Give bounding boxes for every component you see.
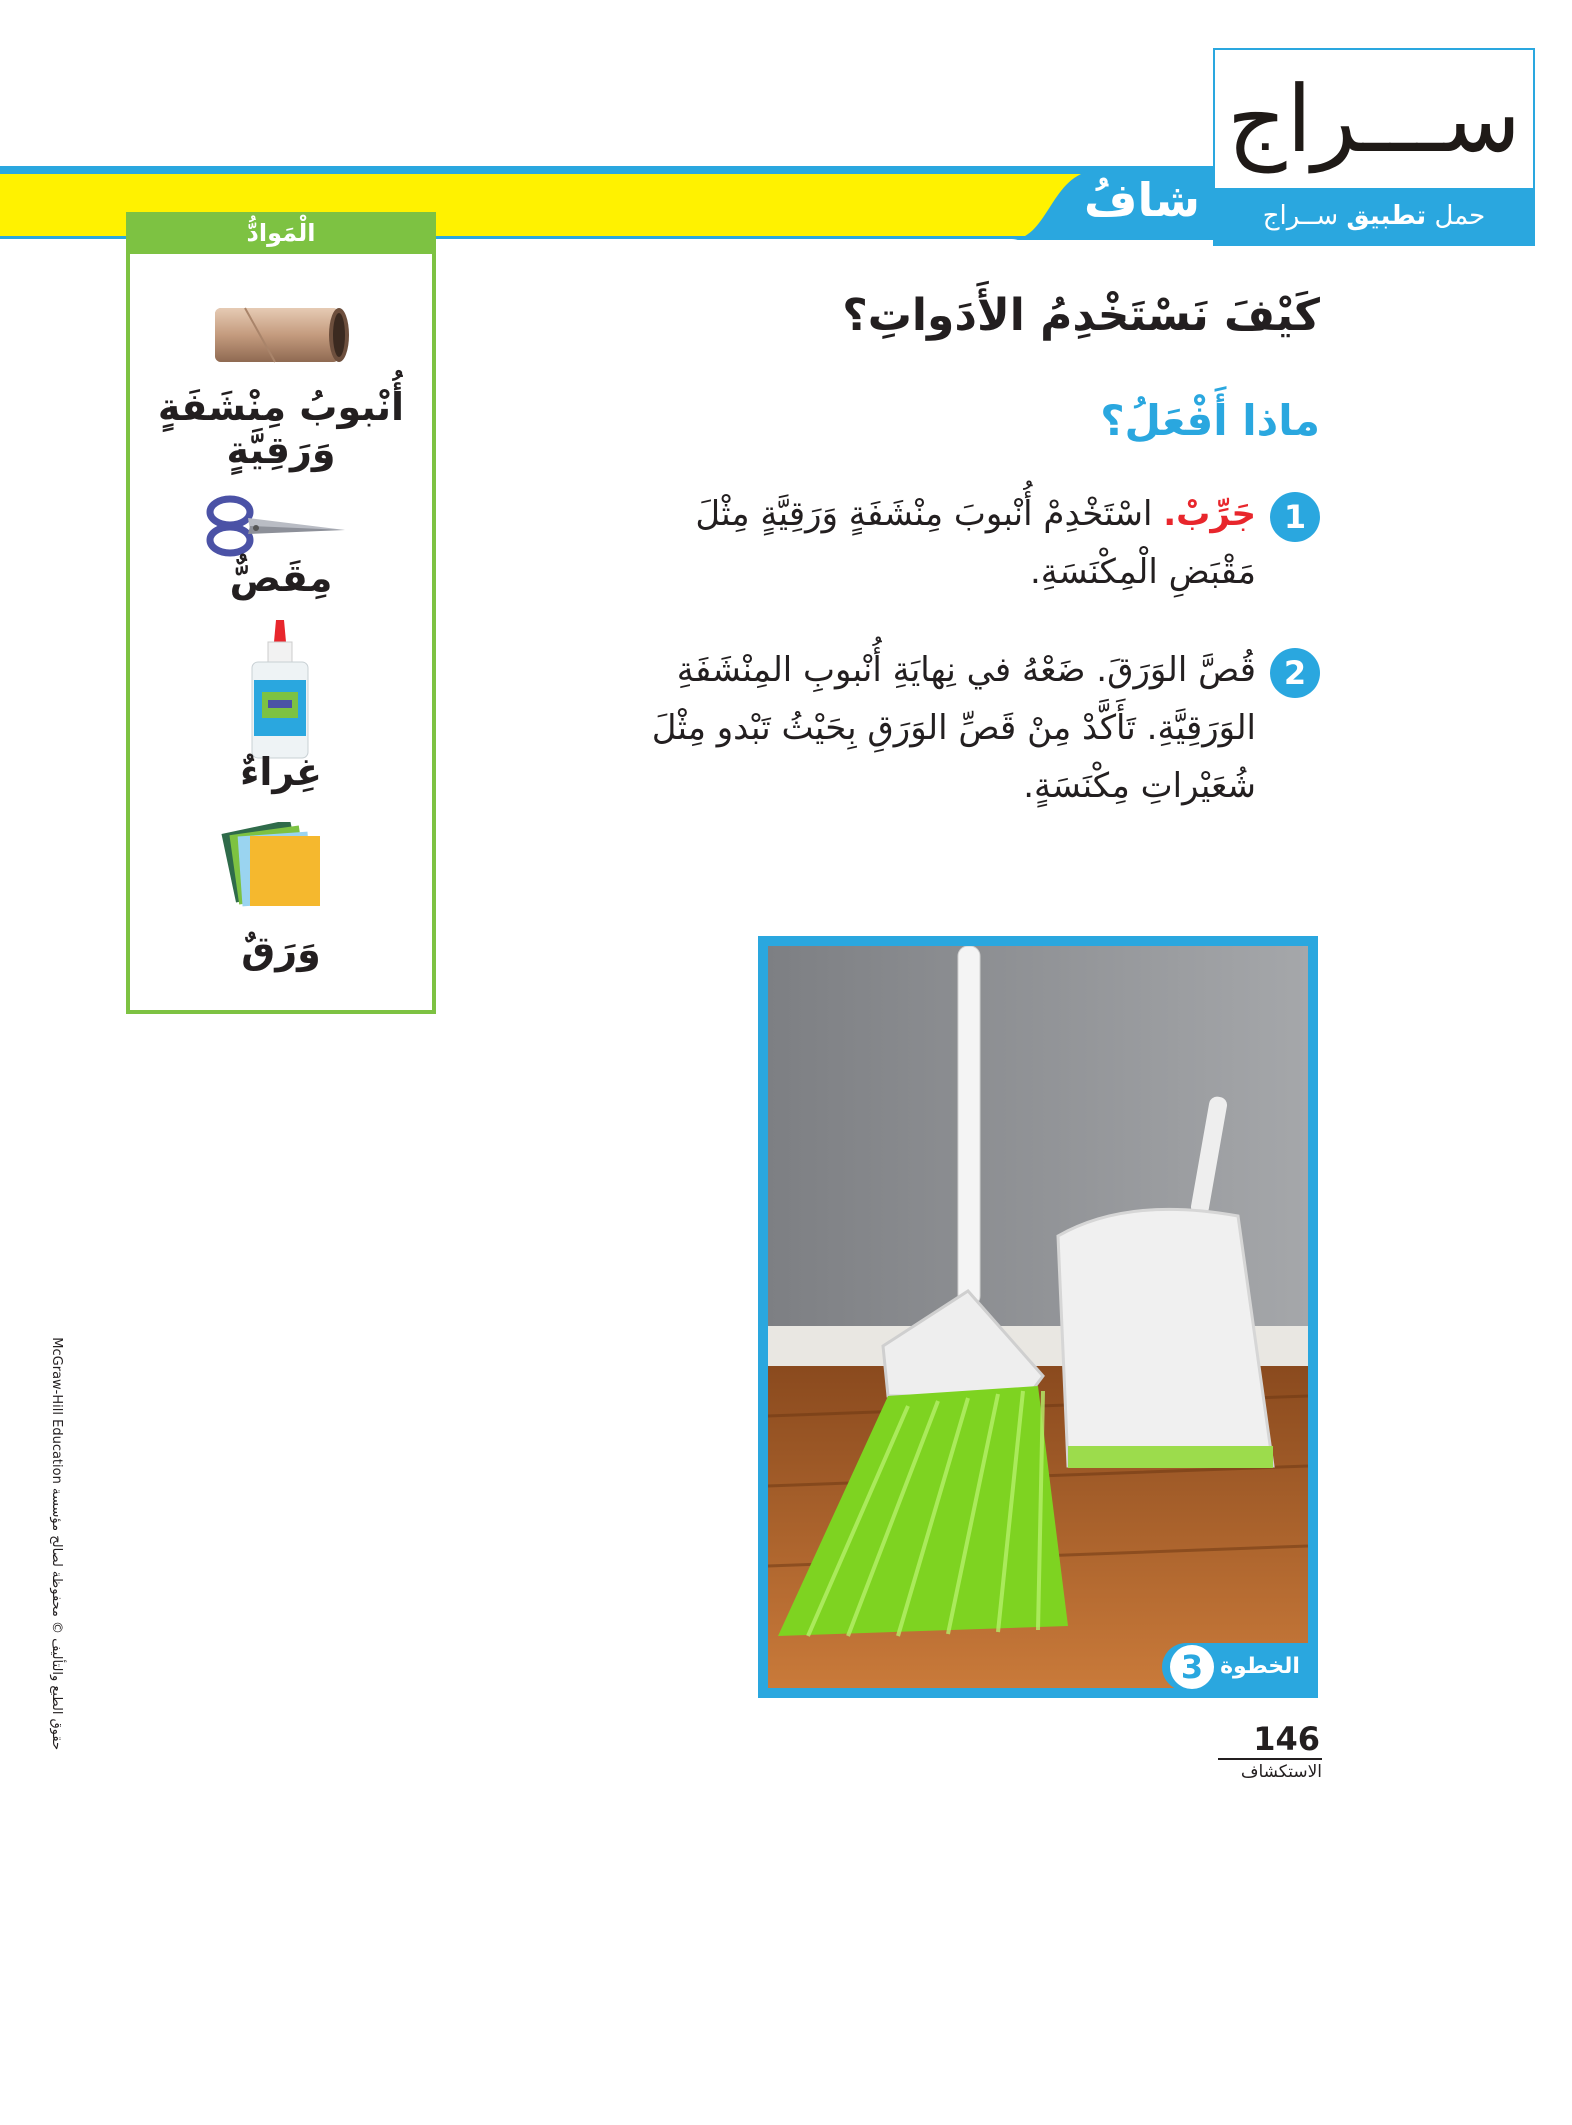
question-heading: كَيْفَ نَسْتَخْدِمُ الأَدَواتِ؟ (842, 290, 1320, 341)
copyright-notice (40, 1300, 70, 1750)
what-do-i-do-heading: ماذا أَفْعَلُ؟ (1100, 396, 1320, 445)
broom-dustpan-photo (768, 946, 1308, 1688)
tagline-bold: تطبيق (1346, 201, 1427, 231)
material-label-tube-2: وَرَقِيَّةٍ (226, 428, 336, 472)
step-1-lead: جَرِّبْ. (1163, 494, 1256, 534)
step-2-number: 2 (1270, 648, 1320, 698)
copyright-text: حقوق الطبع والتأليف © محفوظة لصالح مؤسسة McGraw-Hill Education (49, 1337, 64, 1750)
material-label-glue: غِراءٌ (239, 750, 323, 794)
page-number-rule (1218, 1758, 1322, 1760)
step-badge-number: 3 (1170, 1645, 1214, 1689)
siraj-logo[interactable] (1213, 48, 1535, 246)
step-2-line-1: قُصَّ الوَرَقَ. ضَعْهُ في نِهايَةِ أُنْبوبِ المِنْشَفَةِ (676, 650, 1256, 690)
tagline-suffix: ســراج (1262, 201, 1339, 231)
step-1-text-1: اسْتَخْدِمْ أُنْبوبَ مِنْشَفَةٍ وَرَقِيَّةٍ مِثْلَ (695, 494, 1153, 534)
paper-stack-icon (220, 822, 330, 912)
material-label-tube: أُنْبوبُ مِنْشَفَةٍ (157, 385, 405, 429)
step-2-line-2: الوَرَقِيَّةِ. تَأَكَّدْ مِنْ قَصِّ الوَرَقِ بِحَيْثُ تَبْدو مِثْلَ (651, 708, 1256, 748)
step-1-number: 1 (1270, 492, 1320, 542)
logo-wordmark: ســـراج (1227, 66, 1521, 173)
tagline-prefix: حمل (1434, 201, 1486, 231)
materials-heading: الْمَوادُّ (126, 212, 436, 254)
step-badge-label: الخطوة (1220, 1654, 1300, 1679)
footer-section-label: الاستكشاف (1240, 1762, 1322, 1782)
step-2-line-3: شُعَيْراتِ مِكْنَسَةٍ. (1023, 766, 1256, 806)
page-number: 146 (1253, 1720, 1320, 1758)
step-1-line-1 (540, 486, 1256, 542)
paper-tube-icon (205, 300, 355, 370)
material-label-paper: وَرَقٌ (241, 928, 321, 972)
scissors-icon (200, 490, 350, 560)
step-1-line-2: مَقْبَضِ الْمِكْنَسَةِ. (1030, 552, 1256, 592)
section-title: شافُ (1084, 173, 1200, 227)
material-label-scissors: مِقَصٌّ (229, 556, 333, 600)
glue-bottle-icon (240, 620, 320, 760)
logo-tagline (1215, 188, 1533, 244)
